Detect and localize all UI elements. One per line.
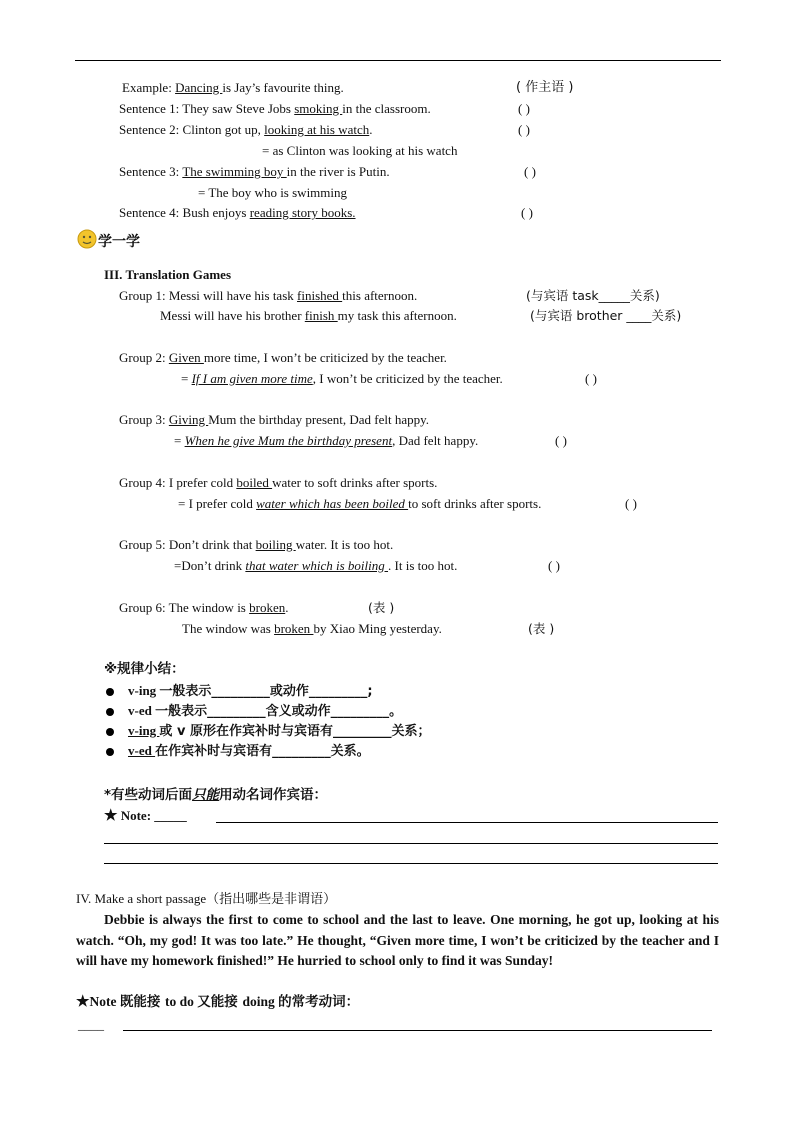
group-1-line-1-paren: (与宾语 task_____关系) [526,288,660,303]
group-3-line-2: = When he give Mum the birthday present, Dad felt happy. [174,433,479,448]
group-6-line-2-paren: (表 ) [528,621,555,636]
group-5-line-2: =Don’t drink that water which is boiling . It is too hot. [174,558,458,573]
bullet-icon [106,728,114,736]
gerund-note: *有些动词后面只能用动名词作宾语： [104,787,328,803]
sentence-1: Sentence 1: They saw Steve Jobs smoking in the classroom. [119,101,431,116]
section-3-title: III. Translation Games [104,267,232,282]
sentence-4: Sentence 4: Bush enjoys reading story books. [119,205,356,220]
note-1: ★ Note: _____ [104,808,187,824]
group-6-line-2: The window was broken by Xiao Ming yesterday. [182,621,442,636]
group-2-paren: ( ) [585,371,597,386]
answer-line-4 [123,1030,712,1031]
note-2: ★Note 既能接 to do 又能接 doing 的常考动词： [76,994,360,1010]
short-passage: Debbie is always the first to come to school and the last to leave. One morning, he got up, looking at his watch. “Oh, my god! It was too late.” He thought, “Given more time, I won’t be criticized by the teacher and I will have my homework finished!” He hurried to school only to find it was Sunday! [76,912,719,968]
group-1-line-1: Group 1: Messi will have his task finished this afternoon. [119,288,418,303]
group-6-line-1-paren: (表 ) [368,600,395,615]
group-4-line-2: = I prefer cold water which has been boiled to soft drinks after sports. [178,496,542,511]
star-icon: ★ [76,994,90,1010]
summary-bullet-4: v-ed 在作宾补时与宾语有_________关系。 [106,742,370,761]
example-paren: ( 作主语 ) [516,80,574,95]
note-2-blank: ____ [78,1017,104,1032]
bullet-icon [106,748,114,756]
answer-line-2 [104,843,718,844]
summary-bullet-2: v-ed 一般表示_________含义或动作_________。 [106,702,402,721]
group-4-paren: ( ) [625,496,637,511]
sentence-1-paren: ( ) [518,101,530,116]
header-rule [75,60,721,61]
group-1-line-2-paren: (与宾语 brother ____关系) [530,308,682,323]
bullet-icon [106,688,114,696]
group-2-line-1: Group 2: Given more time, I won’t be criticized by the teacher. [119,350,447,365]
example-line: Example: Dancing is Jay’s favourite thing. [122,80,344,95]
group-1-line-2: Messi will have his brother finish my task this afternoon. [160,308,457,323]
answer-line-1 [216,822,718,823]
bullet-icon [106,708,114,716]
sentence-2: Sentence 2: Clinton got up, looking at his watch. [119,122,373,137]
sentence-2-paren: ( ) [518,122,530,137]
sentence-4-paren: ( ) [521,205,533,220]
group-5-paren: ( ) [548,558,560,573]
group-3-paren: ( ) [555,433,567,448]
group-2-line-2: = If I am given more time, I won’t be criticized by the teacher. [181,371,503,386]
star-icon: ★ [104,808,118,824]
group-3-line-1: Group 3: Giving Mum the birthday present, Dad felt happy. [119,412,430,427]
summary-title: ※规律小结： [104,661,185,677]
summary-bullet-1: v-ing 一般表示_________或动作_________; [106,682,373,701]
sentence-3: Sentence 3: The swimming boy in the river is Putin. [119,164,390,179]
answer-line-3 [104,863,718,864]
learn-heading: 学一学 [98,234,140,250]
sentence-3-paren: ( ) [524,164,536,179]
group-4-line-1: Group 4: I prefer cold boiled water to soft drinks after sports. [119,475,438,490]
group-5-line-1: Group 5: Don’t drink that boiling water. It is too hot. [119,537,394,552]
sentence-2-equivalent: = as Clinton was looking at his watch [262,143,458,158]
summary-bullet-3: v-ing 或 v 原形在作宾补时与宾语有_________关系； [106,722,430,741]
sentence-3-equivalent: = The boy who is swimming [198,185,348,200]
group-6-line-1: Group 6: The window is broken. [119,600,289,615]
section-4-title: IV. Make a short passage（指出哪些是非谓语） [76,891,337,907]
smiley-face-icon [77,229,97,249]
